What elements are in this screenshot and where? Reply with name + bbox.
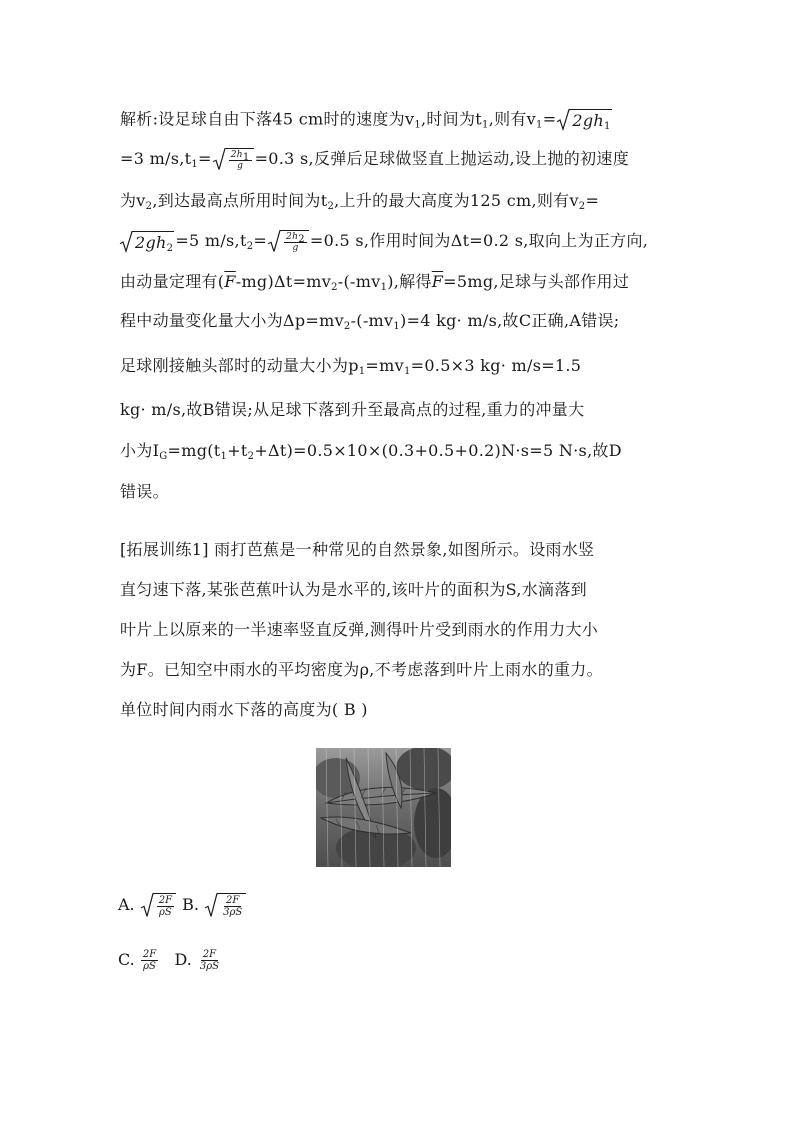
exercise-line-2	[120, 580, 690, 600]
banana-leaves-rain-photo	[316, 748, 451, 867]
text-segment: [拓展训练1] 雨打芭蕉是一种常见的自然景象,如图所示。设雨水竖	[120, 540, 595, 559]
exercise-line-4	[120, 660, 690, 680]
text-segment: 单位时间内雨水下落的高度为( B )	[120, 700, 368, 719]
subscript: 1	[393, 321, 401, 332]
text-segment: 小为I	[120, 441, 160, 460]
text-segment: =mg(t	[167, 441, 221, 460]
analysis-line-1	[120, 109, 690, 131]
subscript: 1	[358, 366, 366, 377]
text-segment: ,到达最高点所用时间为t	[152, 191, 328, 210]
option-d-formula: $\frac{2F}{3\rho S}$	[199, 949, 219, 972]
subscript: 1	[536, 119, 543, 131]
average-force: $\overline{F}$	[431, 272, 444, 291]
text-segment: =mv	[365, 356, 404, 375]
option-d-label: D.	[174, 950, 192, 969]
options-row-cd	[118, 949, 222, 972]
fraction: $\frac{2h_1}{g}$	[230, 150, 250, 171]
text-segment: 为F。已知空中雨水的平均密度为ρ,不考虑落到叶片上雨水的重力。	[120, 660, 603, 679]
square-root	[213, 148, 254, 171]
subscript: G	[159, 451, 168, 462]
photo-graphic	[316, 748, 451, 867]
subscript: 1	[220, 451, 228, 462]
subscript: 1	[403, 366, 411, 377]
subscript: 1	[380, 282, 388, 293]
subscript: 2	[246, 241, 254, 252]
subscript: 2	[343, 321, 351, 332]
text-segment: =	[253, 231, 268, 250]
text-segment: =	[585, 191, 600, 210]
options-row-ab	[118, 893, 247, 918]
exercise-line-3	[120, 620, 690, 640]
subscript: 2	[578, 201, 586, 212]
text-segment: ,上升的最大高度为125 cm,则有v	[334, 191, 579, 210]
text-segment: =5 m/s,t	[175, 231, 247, 250]
analysis-line-10	[120, 482, 690, 502]
square-root	[120, 231, 174, 253]
analysis-line-9	[120, 441, 690, 461]
subscript: 2	[331, 282, 338, 293]
option-a-formula: $\frac{2F}{\rho S}$	[141, 893, 176, 918]
text-segment: -(-mv	[350, 311, 394, 330]
option-b-label: B.	[182, 895, 199, 914]
subscript: 2	[327, 201, 335, 212]
text-segment: =	[198, 149, 212, 168]
subscript: 2	[166, 242, 174, 254]
subscript: 1	[191, 159, 199, 170]
option-a-label: A.	[118, 895, 135, 914]
analysis-line-3	[120, 191, 690, 211]
option-c-formula: $\frac{2F}{\rho S}$	[142, 949, 157, 972]
text-segment: =	[542, 109, 557, 129]
square-root	[268, 230, 309, 253]
subscript: 2	[145, 201, 153, 212]
text-segment: 解析:设足球自由下落45 cm时的速度为v	[120, 109, 415, 129]
analysis-line-6	[120, 311, 690, 331]
subscript: 1	[604, 121, 611, 132]
option-c-label: C.	[118, 950, 135, 969]
text-segment: 程中动量变化量大小为Δp=mv	[120, 311, 344, 330]
text-segment: ,则有v	[488, 109, 537, 129]
analysis-line-5	[120, 272, 690, 292]
subscript: 1	[482, 119, 489, 131]
text-segment: 由动量定理有(	[120, 272, 225, 291]
text-segment: 为v	[120, 191, 146, 210]
text-segment: ,时间为t	[420, 109, 483, 129]
analysis-line-7	[120, 356, 690, 376]
analysis-line-4	[120, 230, 690, 253]
text-segment: 直匀速下落,某张芭蕉叶认为是水平的,该叶片的面积为S,水滴落到	[120, 580, 587, 599]
text-segment: =0.5×3 kg· m/s=1.5	[410, 356, 582, 375]
text-segment: 叶片上以原来的一半速率竖直反弹,测得叶片受到雨水的作用力大小	[120, 620, 599, 639]
text-segment: 足球刚接触头部时的动量大小为p	[120, 356, 359, 375]
analysis-line-8	[120, 400, 690, 420]
text-segment: =5mg,足球与头部作用过	[443, 272, 630, 291]
subscript: 1	[414, 119, 421, 131]
square-root	[557, 109, 611, 131]
text-segment: kg· m/s,故B错误;从足球下落到升至最高点的过程,重力的冲量大	[120, 400, 585, 419]
text-segment: -(-mv	[337, 272, 381, 291]
radicand: 2gh	[135, 232, 167, 252]
text-segment: 错误。	[120, 482, 169, 501]
exercise-line-5	[120, 700, 690, 720]
text-segment: +Δt)=0.5×10×(0.3+0.5+0.2)N·s=5 N·s,故D	[254, 441, 622, 460]
text-segment: =0.5 s,作用时间为Δt=0.2 s,取向上为正方向,	[309, 231, 649, 250]
radicand: 2gh	[572, 111, 605, 130]
text-segment: )=4 kg· m/s,故C正确,A错误;	[400, 311, 620, 330]
subscript: 2	[247, 451, 255, 462]
text-segment: +t	[227, 441, 248, 460]
option-b-formula: $\frac{2F}{3\rho S}$	[205, 893, 246, 918]
text-segment: =0.3 s,反弹后足球做竖直上抛运动,设上抛的初速度	[254, 149, 629, 168]
fraction: $\frac{2h_2}{g}$	[286, 232, 305, 253]
analysis-line-2	[120, 148, 690, 171]
text-segment: -mg)Δt=mv	[235, 272, 332, 291]
average-force: $\overline{F}$	[224, 272, 236, 291]
text-segment: =3 m/s,t	[120, 149, 192, 168]
exercise-line-1	[120, 540, 690, 560]
text-segment: ),解得	[387, 272, 432, 291]
